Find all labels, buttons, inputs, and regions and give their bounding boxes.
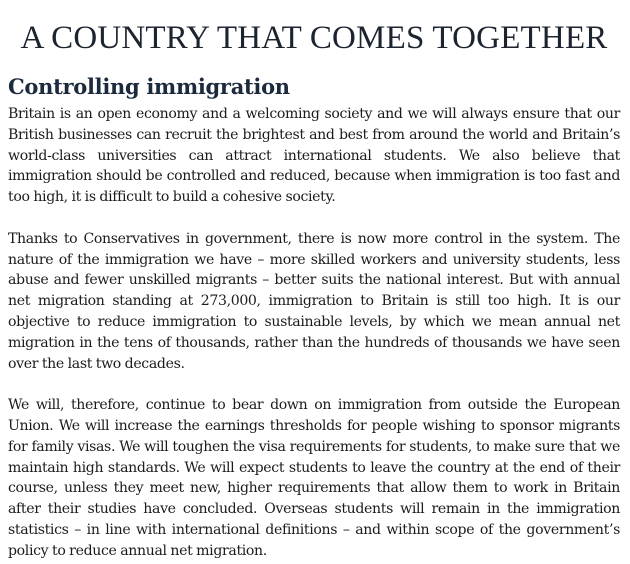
- paragraph-3: We will, therefore, continue to bear down on immigration from outside the European Union. We will increase the earnings thresholds for people wishing to sponsor migrants for family visas. We will toughen the visa requirements for students, to make sure that we maintain high standards. We will expect students to leave the country at the end of their course, unless they meet new, higher requirements that allow them to work in Britain after their studies have concluded. Overseas students will remain in the immigration statistics – in line with international definitions – and within scope of the government’s policy to reduce annual net migration.: [8, 397, 620, 559]
- page-title: A COUNTRY THAT COMES TOGETHER: [20, 20, 608, 56]
- paragraph-2: Thanks to Conservatives in government, there is now more control in the system. The nature of the immigration we have – more skilled workers and university students, less abuse and fewer unskilled migrants – better suits the national interest. But with annual net migration standing at 273,000, immigration to Britain is still too high. It is our objective to reduce immigration to sustainable levels, by which we mean annual net migration in the tens of thousands, rather than the hundreds of thousands we have seen over the last two decades.: [8, 230, 620, 372]
- paragraph-1: Britain is an open economy and a welcoming society and we will always ensure that our British businesses can recruit the brightest and best from around the world and Britain’s world-class universities can attract international students. We also believe that immigration should be controlled and reduced, because when immigration is too fast and too high, it is difficult to build a cohesive society.: [8, 106, 620, 206]
- section-heading: Controlling immigration: [8, 74, 290, 99]
